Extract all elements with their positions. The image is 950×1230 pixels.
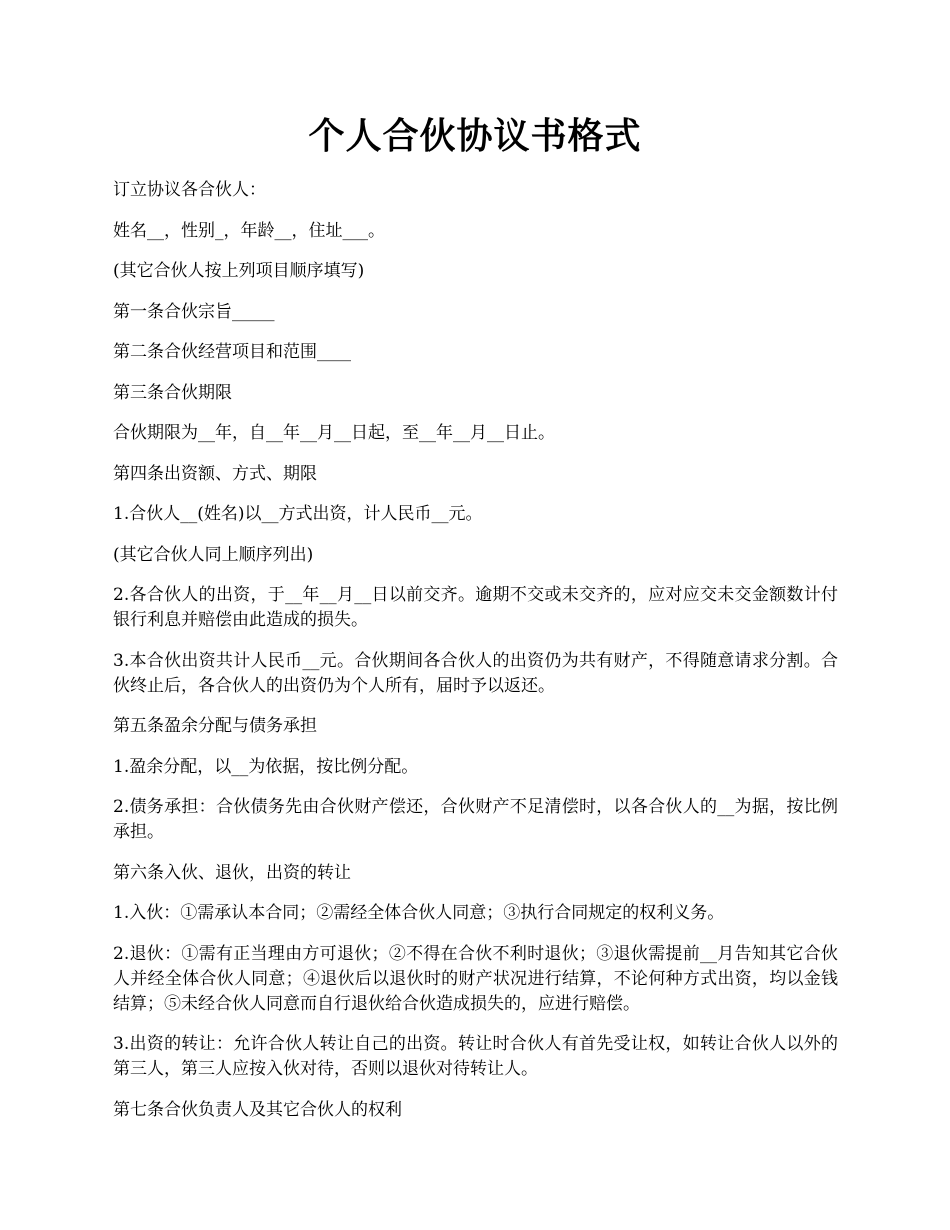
paragraph: 3.本合伙出资共计人民币__元。合伙期间各合伙人的出资仍为共有财产，不得随意请求分割。合伙终止后，各合伙人的出资仍为个人所有，届时予以返还。 xyxy=(113,650,838,696)
paragraph: 姓名__，性别_，年龄__，住址___。 xyxy=(113,220,385,241)
paragraph: 第三条合伙期限 xyxy=(113,382,232,403)
paragraph: 第四条出资额、方式、期限 xyxy=(113,463,317,484)
paragraph: 第二条合伙经营项目和范围____ xyxy=(113,342,351,362)
paragraph: 第五条盈余分配与债务承担 xyxy=(113,716,317,736)
paragraph: 2.退伙：①需有正当理由方可退伙；②不得在合伙不利时退伙；③退伙需提前__月告知其它合伙人并经全体合伙人同意；④退伙后以退伙时的财产状况进行结算，不论何种方式出资，均以金钱结算；⑤未经合伙人同意而自行退伙给合伙造成损失的，应进行赔偿。 xyxy=(113,943,838,1014)
document-title: 个人合伙协议书格式 xyxy=(308,115,642,157)
paragraph: 合伙期限为__年，自__年__月__日起，至__年__月__日止。 xyxy=(113,423,555,443)
paragraph: (其它合伙人按上列项目顺序填写) xyxy=(113,261,365,281)
paragraph: 1.合伙人__(姓名)以__方式出资，计人民币__元。 xyxy=(113,504,483,524)
paragraph: 订立协议各合伙人： xyxy=(113,180,266,200)
paragraph: 1.盈余分配，以__为依据，按比例分配。 xyxy=(113,756,419,777)
paragraph: 第六条入伙、退伙，出资的转让 xyxy=(113,862,351,883)
paragraph: 1.入伙：①需承认本合同；②需经全体合伙人同意；③执行合同规定的权利义务。 xyxy=(113,903,725,923)
paragraph: 第一条合伙宗旨_____ xyxy=(113,301,275,322)
paragraph: 3.出资的转让：允许合伙人转让自己的出资。转让时合伙人有首先受让权，如转让合伙人以外的第三人，第三人应按入伙对待，否则以退伙对待转让人。 xyxy=(113,1034,838,1079)
paragraph: 2.债务承担：合伙债务先由合伙财产偿还，合伙财产不足清偿时，以各合伙人的__为据，按比例承担。 xyxy=(113,797,838,842)
document-body xyxy=(113,178,838,1138)
paragraph: (其它合伙人同上顺序列出) xyxy=(113,544,314,565)
paragraph: 2.各合伙人的出资，于__年__月__日以前交齐。逾期不交或未交齐的，应对应交未交金额数计付银行利息并赔偿由此造成的损失。 xyxy=(113,585,838,630)
paragraph: 第七条合伙负责人及其它合伙人的权利 xyxy=(113,1099,402,1120)
